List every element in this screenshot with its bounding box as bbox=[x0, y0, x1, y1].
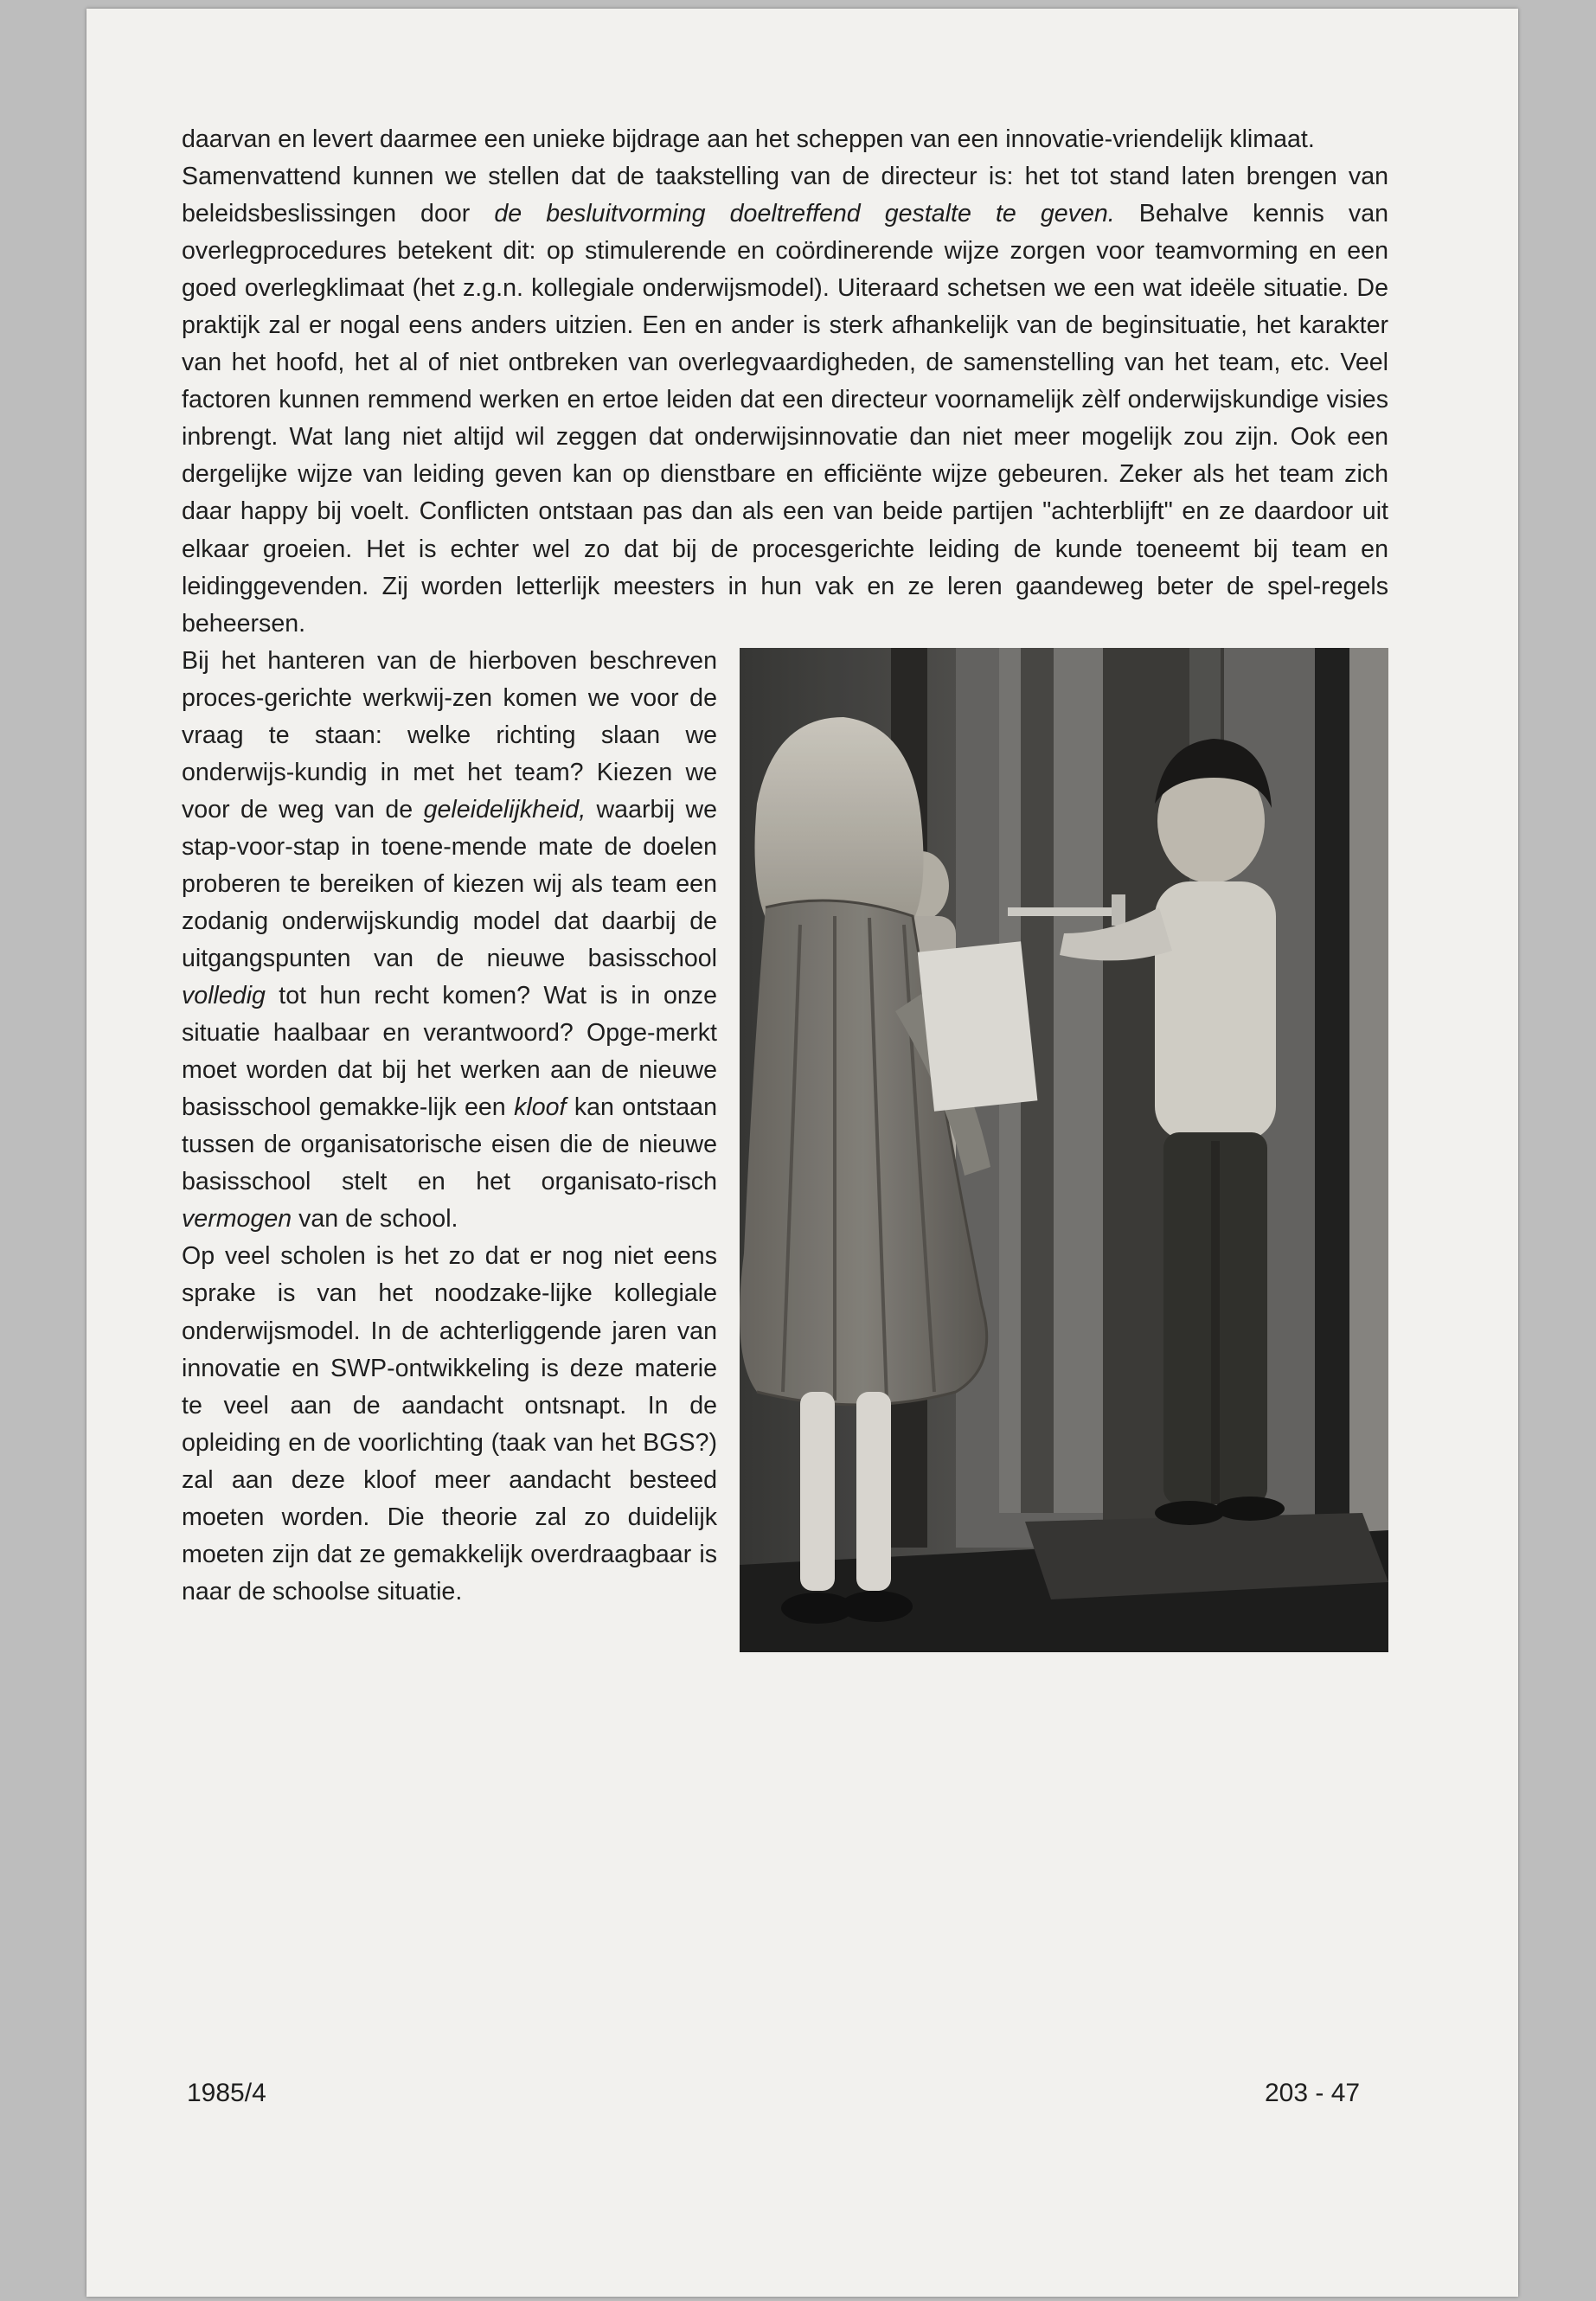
page-sheet bbox=[87, 9, 1518, 2297]
paragraph-2: Samenvattend kunnen we stellen dat de taakstelling van de directeur is: het tot stand laten brengen van beleidsbeslissingen door de besluitvorming doeltreffend gestalte te geven. Behalve kennis van overlegprocedures betekent dit: op stimulerende en coördinerende wijze zorgen voor teamvorming en een goed overlegklimaat (het z.g.n. kollegiale onderwijsmodel). Uiteraard schetsen we een wat ideële situatie. De praktijk zal er nogal eens anders uitzien. Een en ander is sterk afhankelijk van de beginsituatie, het karakter van het hoofd, het al of niet ontbreken van overlegvaardigheden, de samenstelling van het team, etc. Veel factoren kunnen remmend werken en ertoe leiden dat een directeur voornamelijk zèlf onderwijskundige visies inbrengt. Wat lang niet altijd wil zeggen dat onderwijsinnovatie dan niet meer mogelijk zou zijn. Ook een dergelijke wijze van leiding geven kan op dienstbare en efficiënte wijze gebeuren. Zeker als het team zich daar happy bij voelt. Conflicten ontstaan pas dan als een van beide partijen "achterblijft" en ze daardoor uit elkaar groeien. Het is echter wel zo dat bij de procesgerichte leiding de kunde toeneemt bij team en leidinggevenden. Zij worden letterlijk meesters in hun vak en ze leren gaandeweg beter de spel-regels beheersen. bbox=[182, 163, 1389, 638]
paragraph-1: daarvan en levert daarmee een unieke bijdrage aan het scheppen van een innovatie-vriendelijk klimaat. bbox=[182, 125, 1315, 153]
issue-number: 1985/4 bbox=[187, 2079, 266, 2107]
paragraph-4: Op veel scholen is het zo dat er nog niet eens sprake is van het noodzake-lijke kollegiale onderwijsmodel. In de achterliggende jaren van innovatie en SWP-ontwikkeling is deze materie te veel aan de aandacht ontsnapt. In de opleiding en de voorlichting (taak van het BGS?) zal aan deze kloof meer aandacht besteed moeten worden. Die theorie zal zo duidelijk moeten zijn dat ze gemakkelijk overdraagbaar is naar de schoolse situatie. bbox=[182, 1242, 717, 1606]
photo-children-at-door bbox=[740, 648, 1388, 1652]
paragraph-3: Bij het hanteren van de hierboven beschreven proces-gerichte werkwij-zen komen we voor de vraag te staan: welke richting slaan we onderwijs-kundig in met het team? Kiezen we voor de weg van de geleidelijkheid, waarbij we stap-voor-stap in toene-mende mate de doelen proberen te bereiken of kiezen wij als team een zodanig onderwijskundig model dat daarbij de uitgangspunten van de nieuwe basisschool volledig tot hun recht komen? Wat is in onze situatie haalbaar en verantwoord? Opge-merkt moet worden dat bij het werken aan de nieuwe basisschool gemakke-lijk een kloof kan ontstaan tussen de organisatorische eisen die de nieuwe basisschool stelt en het organisato-risch vermogen van de school. bbox=[182, 646, 718, 1234]
page-number: 203 - 47 bbox=[1265, 2079, 1361, 2107]
article-body bbox=[182, 121, 1388, 1664]
